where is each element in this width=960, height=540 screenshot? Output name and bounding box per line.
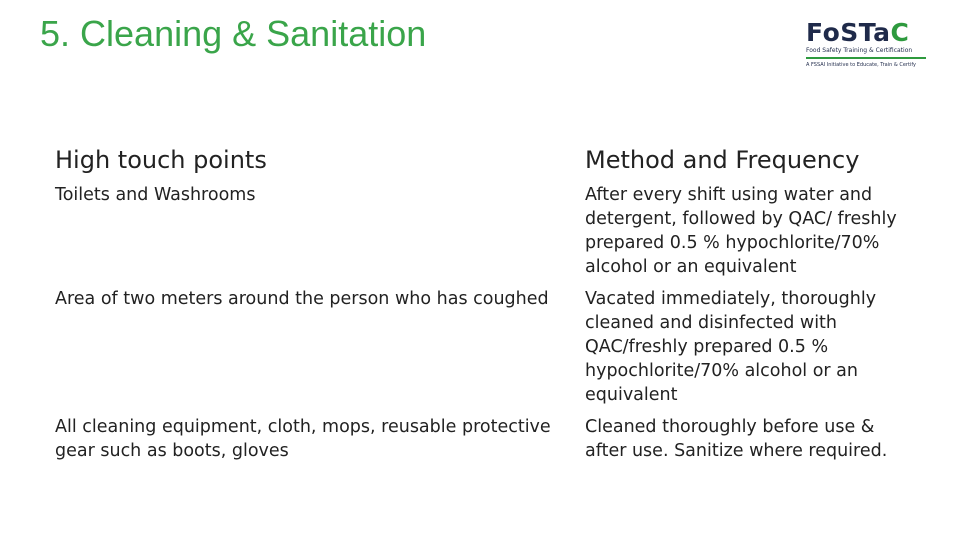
row-touch-point: Toilets and Washrooms [55,185,256,205]
row-method: Vacated immediately, thoroughly cleaned and disinfected with QAC/freshly prepared 0.5 % hypochlorite/70% alcohol or an equivalent [585,289,877,405]
header-method-frequency: Method and Frequency [585,146,860,174]
row-touch-point: Area of two meters around the person who has coughed [55,289,549,309]
row-touch-point: All cleaning equipment, cloth, mops, reusable protective gear such as boots, gloves [55,417,551,461]
header-high-touch-points: High touch points [55,146,267,174]
row-method: Cleaned thoroughly before use & after use. Sanitize where required. [585,417,888,461]
logo-word-accent: C [890,18,910,47]
logo-word-main: FoSTa [806,18,891,47]
logo-wordmark [806,20,926,45]
table-row [55,183,915,279]
fostac-logo [806,20,926,74]
slide-title: 5. Cleaning & Sanitation [40,13,427,54]
row-method: After every shift using water and detergent, followed by QAC/ freshly prepared 0.5 % hypochlorite/70% alcohol or an equivalent [585,185,897,277]
logo-divider [806,57,926,59]
table-header-row [55,143,915,177]
table-row [55,287,915,407]
logo-tagline: Food Safety Training & Certification [806,47,913,54]
logo-subtitle: A FSSAI Initiative to Educate, Train & Certify [806,62,916,68]
table-row [55,415,915,463]
cleaning-table [55,143,915,471]
